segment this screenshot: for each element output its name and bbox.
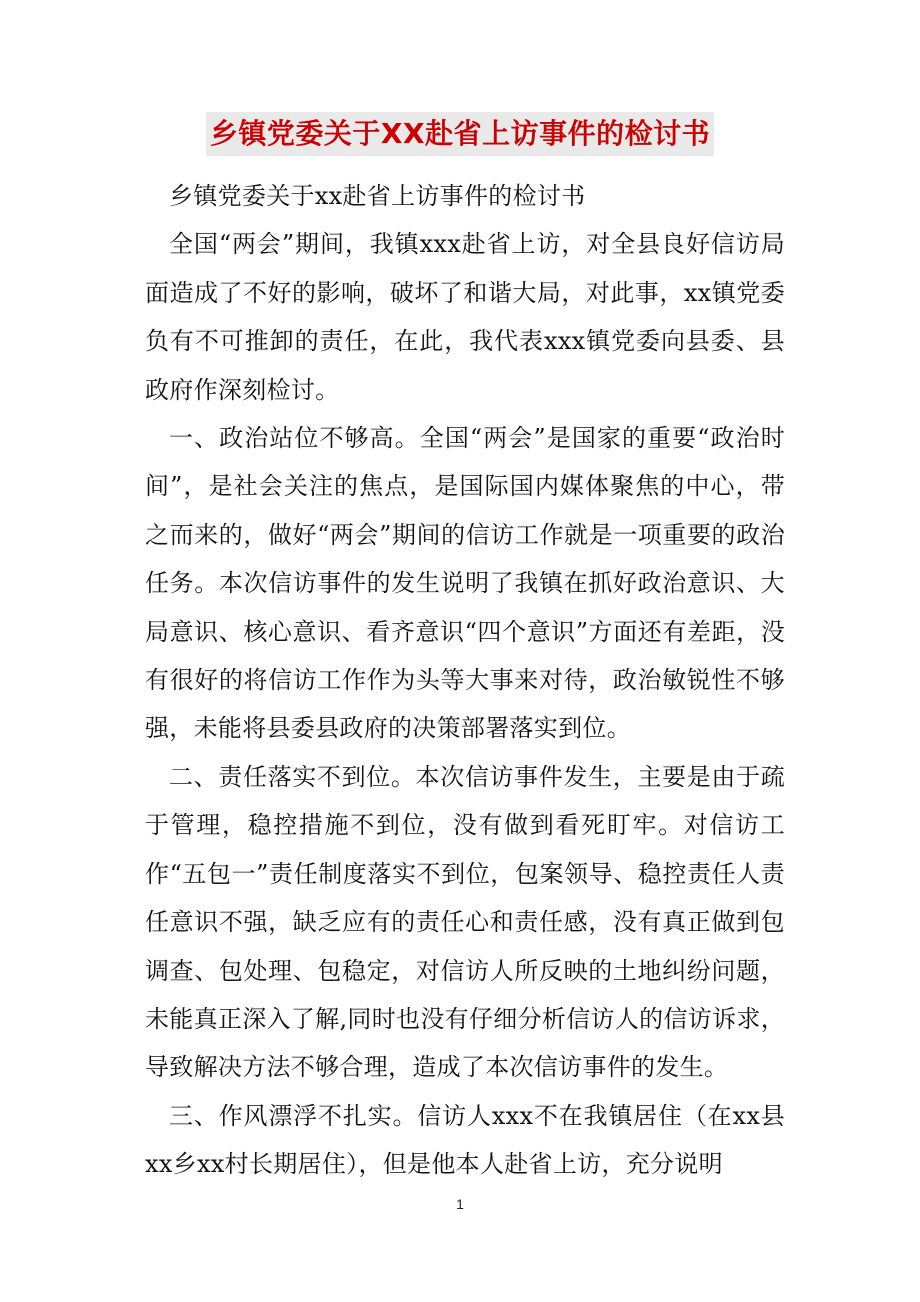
paragraph-section-2: 二、责任落实不到位。本次信访事件发生，主要是由于疏于管理，稳控措施不到位，没有做到看死盯牢。对信访工作“五包一”责任制度落实不到位，包案领导、稳控责任人责任意识不强，缺乏应有的责任心和责任感，没有真正做到包调查、包处理、包稳定，对信访人所反映的土地纠纷问题，未能真正深入了解,同时也没有仔细分析信访人的信访诉求，导致解决方法不够合理，造成了本次信访事件的发生。 <box>145 762 785 1082</box>
paragraph-intro: 全国“两会”期间，我镇xxx赴省上访，对全县良好信访局面造成了不好的影响，破坏了和谐大局，对此事，xx镇党委负有不可推卸的责任，在此，我代表xxx镇党委向县委、县政府作深刻检讨。 <box>145 230 785 404</box>
title-container <box>0 112 920 156</box>
document-title: 乡镇党委关于XX赴省上访事件的检讨书 <box>206 112 714 156</box>
paragraph-section-3: 三、作风漂浮不扎实。信访人xxx不在我镇居住（在xx县xx乡xx村长期居住），但是他本人赴省上访，充分说明 <box>145 1101 785 1179</box>
paragraph-section-1: 一、政治站位不够高。全国“两会”是国家的重要“政治时间”，是社会关注的焦点，是国际国内媒体聚焦的中心，带之而来的，做好“两会”期间的信访工作就是一项重要的政治任务。本次信访事件的发生说明了我镇在抓好政治意识、大局意识、核心意识、看齐意识“四个意识”方面还有差距，没有很好的将信访工作作为头等大事来对待，政治敏锐性不够强，未能将县委县政府的决策部署落实到位。 <box>145 424 785 743</box>
paragraph-subtitle: 乡镇党委关于xx赴省上访事件的检讨书 <box>169 182 586 210</box>
page-number: 1 <box>456 1196 464 1212</box>
document-body <box>145 172 785 1189</box>
